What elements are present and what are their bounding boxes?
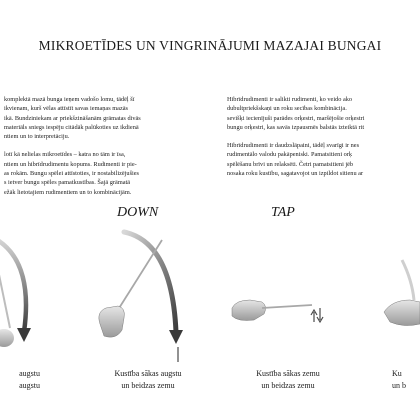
text-line: Hibrīdrudimenti ir daudzslāpaini, tādēļ svarīgi ir nes	[227, 142, 360, 150]
hand-icon	[99, 306, 125, 337]
hand-icon	[0, 329, 14, 347]
text-line: materiāls sniegs iespēju citādāk palūkoties uz ikdienā	[4, 123, 139, 131]
caption-line: un beidzas zemu	[261, 381, 315, 390]
caption-line: augstu	[19, 381, 40, 390]
caption-line: un b	[392, 381, 406, 390]
text-line: s ietver bungu spēles pamatkustības. Šajā grāmatā	[4, 179, 131, 187]
tap-stroke-caption	[250, 368, 326, 392]
text-line: komplektā mazā bunga ieņem vadošo lomu, tādēļ šī	[4, 96, 135, 103]
stick	[0, 260, 10, 328]
up-stroke-caption	[0, 368, 40, 392]
right-paragraph-2	[227, 141, 420, 178]
text-line: ikvienam, kurš vēlas attīstīt savas iemaņas mazās	[4, 105, 128, 113]
motion-arc	[0, 238, 26, 332]
right-stroke-caption	[392, 368, 420, 392]
page-title: MIKROETĪDES UN VINGRINĀJUMI MAZAJAI BUNGAI	[38, 38, 382, 53]
stick	[116, 240, 162, 313]
text-line: dubultpriekšskaņi un roku secības kombinācija.	[227, 105, 347, 113]
stick	[262, 305, 312, 308]
text-line: lotī kā nelielas mikroetīdes – katra no tām ir īsa,	[4, 151, 126, 159]
caption-line: Kustība sākas augstu	[114, 369, 182, 378]
text-line: rudimentālo valodu pakāpeniski. Pamatsitieni orķ	[227, 151, 353, 159]
left-paragraph-2	[4, 150, 197, 196]
caption-line: Ku	[392, 369, 402, 378]
caption-line: un beidzas zemu	[121, 381, 175, 390]
right-stroke-illustration	[384, 260, 420, 326]
motion-arc	[402, 260, 414, 300]
text-line: sevišķi iecienījuši parādes orķestri, maršējošie orķestri	[227, 114, 365, 122]
text-line: ežāk lietotajiem rudimentiem un to kombinācijām.	[4, 188, 132, 196]
tap-stroke-illustration	[232, 300, 323, 322]
arrow-head-icon	[17, 328, 31, 342]
down-arrow-icon	[317, 308, 323, 322]
motion-arc	[124, 232, 176, 332]
tap-stroke-label: TAP	[271, 205, 295, 220]
down-stroke-label: DOWN	[117, 205, 159, 220]
text-line: ntiem un hibrīdrudimentu kopums. Rudimenti ir pie-	[4, 160, 137, 168]
right-text-column	[227, 95, 420, 187]
text-line: spēlēšanu brīvi un relaksēti. Četri pamatsitieni jēb	[227, 160, 354, 168]
hand-icon	[232, 300, 266, 321]
caption-line: augstu	[19, 369, 40, 378]
down-stroke-caption	[110, 368, 186, 392]
text-line: ntiem un to interpretāciju.	[4, 133, 70, 141]
text-line: Hibrīdrudimenti ir salikti rudimenti, ko veido ako	[227, 96, 353, 103]
right-paragraph-1	[227, 95, 420, 132]
text-line: ikā. Bundziniekam ar priekšzināšanām grāmatas divās	[4, 114, 141, 122]
down-stroke-illustration	[99, 232, 183, 362]
stroke-illustrations	[0, 220, 420, 365]
hand-icon	[384, 300, 420, 326]
text-line: bungu orķestri, kas savās izpausmēs balstās izteiktā rit	[227, 123, 365, 131]
arrow-head-icon	[169, 330, 183, 344]
up-stroke-illustration	[0, 238, 31, 347]
left-text-column	[4, 95, 197, 206]
up-arrow-icon	[311, 310, 317, 322]
left-paragraph-1	[4, 95, 197, 141]
text-line: nosaka roku kustību, sagatavojot un izpildot sitienu ar	[227, 170, 364, 178]
text-line: as rokām. Bungu spēlei attīstoties, ir nostabilizējušies	[4, 170, 140, 178]
caption-line: Kustība sākas zemu	[256, 369, 320, 378]
